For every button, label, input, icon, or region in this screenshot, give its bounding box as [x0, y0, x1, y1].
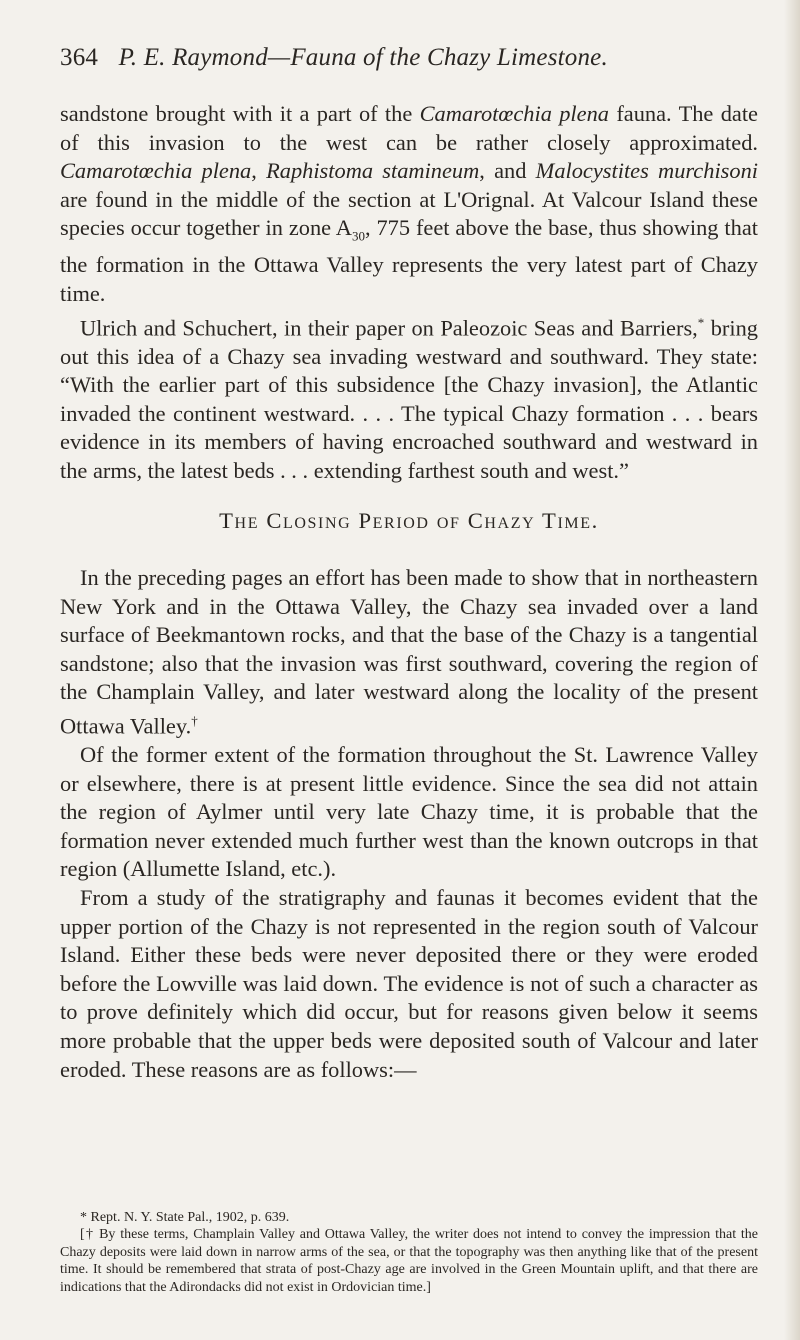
- text-run: bring out this idea of a Chazy sea invading westward and southward. They state: “With the earlier part of this subsidence [the Chazy invasion], the Atlantic invaded the continent westward. . . . The typical Chazy formation . . . bears evidence in its members of having encroached southward and westward in the arms, the latest beds . . . extending farthest south and west.”: [60, 315, 758, 484]
- species-name: Malocystites murchisoni: [535, 158, 758, 184]
- zone-subscript: 30: [351, 228, 365, 244]
- text-run: ,: [251, 158, 267, 184]
- body-text-upper: [60, 100, 758, 486]
- text-run: Ulrich and Schuchert, in their paper on Paleozoic Seas and Barriers,: [80, 315, 698, 341]
- footnote-marker: †: [191, 712, 198, 728]
- footnote-marker: *: [697, 314, 705, 330]
- running-title: P. E. Raymond—Fauna of the Chazy Limestone.: [118, 44, 608, 71]
- text-run: , and: [479, 158, 536, 184]
- species-name: Raphistoma stamineum: [266, 158, 480, 184]
- paragraph-former-extent: Of the former extent of the formation throughout the St. Lawrence Valley or elsewhere, there is at present little evidence. Since the sea did not attain the region of Aylmer until very late Chazy time, it is probable that the formation never extended much further west than the known outcrops in that region (Allumette Island, etc.).: [60, 742, 758, 882]
- text-run: are found in the middle of the section at L'Orignal. At Valcour Island these species occur together in zone A: [60, 186, 758, 241]
- text-run: fauna. The date of this invasion to the west can be rather closely approximated.: [60, 101, 758, 155]
- page-number: 364: [60, 44, 99, 71]
- footnote-2: [† By these terms, Champlain Valley and Ottawa Valley, the writer does not intend to convey the impression that the Chazy deposits were laid down in narrow arms of the sea, or that the topography was then anything like that of the present time. It should be remembered that strata of post-Chazy age are involved in the Green Mountain uplift, and that there are indications that the Adirondacks did not exist in Ordovician time.]: [60, 1227, 758, 1295]
- paragraph-preceding-pages: [60, 564, 758, 741]
- page-edge-shadow: [784, 0, 800, 1340]
- paragraph-ulrich-schuchert: [60, 309, 758, 486]
- paragraph-stratigraphy: From a study of the stratigraphy and faunas it becomes evident that the upper portion of the Chazy is not represented in the region south of Valcour Island. Either these beds were never deposited there or they were eroded before the Lowville was laid down. The evidence is not of such a character as to prove definitely which did occur, but for reasons given below it seems more probable that the upper beds were deposited south of Valcour and later eroded. These reasons are as follows:—: [60, 885, 758, 1082]
- species-name: Camarotœchia plena: [419, 101, 609, 126]
- running-header: [60, 44, 760, 72]
- species-name: Camarotœchia plena: [60, 158, 252, 184]
- body-text-lower: [60, 564, 758, 1084]
- footnote-1: * Rept. N. Y. State Pal., 1902, p. 639.: [80, 1210, 290, 1225]
- footnotes: [60, 1209, 758, 1296]
- text-run: sandstone brought with it a part of the: [60, 101, 420, 126]
- text-run: , 775 feet above the base, thus showing that the formation in the Ottawa Valley represents the very latest part of Chazy time.: [60, 215, 758, 307]
- section-heading: The Closing Period of Chazy Time.: [219, 508, 599, 533]
- text-run: In the preceding pages an effort has been made to show that in northeastern New York and in the Ottawa Valley, the Chazy sea invaded over a land surface of Beekmantown rocks, and that the base of the Chazy is a tangential sandstone; also that the invasion was first southward, covering the region of the Champlain Valley, and later westward along the locality of the present Ottawa Valley.: [60, 565, 758, 739]
- paragraph-invasion-date: [60, 100, 758, 309]
